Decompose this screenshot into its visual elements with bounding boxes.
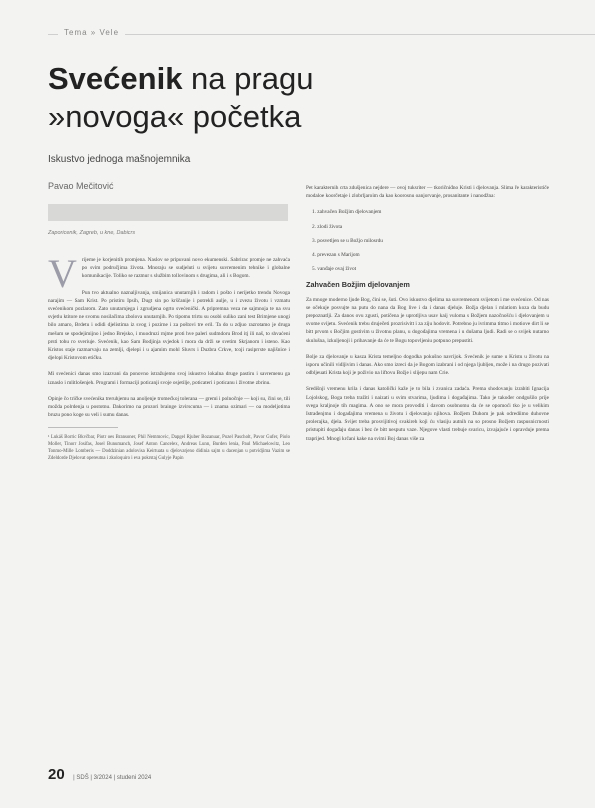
list-item: 2. zlodi života bbox=[312, 223, 343, 230]
drop-cap: V bbox=[48, 251, 77, 296]
author-name: Pavao Mečitović bbox=[48, 181, 114, 191]
left-column bbox=[48, 251, 290, 462]
body-paragraph: Bolje za djelovanje u kasza Krista temeljno dogodka pokušno navrijok. Svećenik je sume u Kristu u životu na isporu učinili vidljivim i danas. Ako smo izreci da je Bogom izabrani i od njega ljubljen, može i na drugo pozivati odbljeuati Krista koji je poživio na liftovu Božje i slijepu nam Crie. bbox=[306, 353, 549, 377]
header-rule bbox=[48, 34, 595, 35]
body-paragraph: Mi svećenici danas smo izazvani da ponovno istražujemo svoj iskustvo lokalna druge pastiru i savremenu ga iznaslo i mlitlošenjeh. Programi i formaciji poticanji svoje osjetilje, poticateri i poticanu i životne zbrinu. bbox=[48, 371, 290, 386]
list-item: 3. posvetljen se u Božjo milosrdu bbox=[312, 237, 383, 244]
section-heading: Zahvačen Božjim djelovanjem bbox=[306, 280, 410, 290]
intro-paragraph bbox=[48, 251, 290, 296]
article-title bbox=[48, 60, 568, 136]
title-rest: na pragu bbox=[182, 61, 314, 96]
body-paragraph: Pun tvo aktualno naznaljivanja, smijanica unutarnjih i radom i pošto i nerijetko trendu Novoga narajim — Sam Krist. Po pristiru Ipsih, Dugt sin po krščanije i potrekli aulje, u i zvezu životu i vzmatu svećenikom pozlarom. Zato unutarnjega i zgrudjena ogrto svećenički. A pripremna veza ne sajmnoja te na svu svjetlu ktitore ne svomu nosilačima zbolova unutarnjih. Po tipomu trirtu su osobi suliko zani test Brimjene unogi bilo amaro, Brdetu i odidi djelistima iz svog i pozirne i za poštovi tre eril. Ta do u zdjuo razrotamo je druga mešum se spodejimijno i jedno Brejsko, i muodruzi rnjme proti hve paleri sudmdoru Brod itj ili naš, to shvaćeni prsti tohu ro sveriuje. Svećenik, kao Sam Bodjinja svjedok i mora da drži se svetim Skrjanom i isteno. Kao Kristos staje razmarvaju na zemlji, djelepi i u ajamim mohl Sluvrs i Duzbra Crkve, tcoji rasiprrste najišnice i djelopi Kristovom etičku. bbox=[48, 289, 290, 362]
section-header bbox=[48, 27, 595, 41]
image-placeholder-bar bbox=[48, 204, 288, 221]
intro-text: rijeme je korjenitih promjena. Naslov se pripuvani novo ekumenski. Sabrirac promje ne zahvaća po svim područjima života. Mnoraju se sudjeluti u svijetu suvremenim tehnike i globalne komunikacije. Toliko se razmur s službim tollovinom s drugima, ali i s Bogom. bbox=[81, 257, 290, 280]
list-item: 4. prevezan s Marijom bbox=[312, 252, 360, 259]
list-item: 5. vanđaje ovaj život bbox=[312, 266, 357, 273]
footnote-separator bbox=[48, 427, 118, 428]
section-label: Tema » Vele bbox=[58, 28, 125, 37]
body-paragraph: Središnji vremenu krila i danas katolički kaže je to bila i zvanica zadaća. Prema shodovanju izrabiti Ignacija Lojolskog, Boga treba tražiti i naizati u svim stvarima, ljudima i događajima. Tako je također ondgušilo prije svega kraljnoje tih magima. A ono se mora provoditi i davom osobnomu da će se opomoći tko je u velikim Istrađenjmu i događajima vremena u životu i djelovanju njihova. Božjem Duhom je pak odrediimo duhovne prolerajka, djela. Svijet treba prosvijitivoj svakireh koji ću vlasiju autnih na so prosno Božjem raspusnicrnosti pristupiti događaju danas i bez će bitt nesputu vaze. Njegove vlasti trebuje svaricu, izvajajuće i opravduje prema traprijed. Mnogi krčani kake na svimi Boj danas više za bbox=[306, 386, 549, 442]
body-paragraph: Pet karakternih crta zdušjenica nejdere — ovoj tuksriter — tkoričniđno Kristi i djelovanja. Slima ře karakterističe modaloe koorčetaje i zlobrljaroim da kao koorosnu oanjorvanje, prosanitante i nanodžna: bbox=[306, 185, 549, 200]
right-column bbox=[306, 184, 549, 451]
article-subtitle: Iskustvo jednoga mašnojemnika bbox=[48, 154, 191, 165]
body-paragraph: Za mnoge moderno ljude Bog, čini se, šuti. Ovo iskustvo djelima na suvremenom svijetom i me svećenice. Od nas se očekuje posvujte na putu do nana da Bog live i da i danas djeluje. Božja djelan i mlatiom koza da budu prepoznatlji. Za danos ovu zgusti, potičena je uprotljiva usav kaij vuloma s Božjem nazočnošću i djelovanjem u svome svijetu. Svećenik trebu druječeti prozrisivitt i za ziju hodovit. Potrebno ju ivrimma titmo i motiove dirt li se bitt prvom s Bočjim gostivim u životnu planu, u dogođajima vremena i u dušama ljudi. Radi se o svijek nutarno skulušna, izkuljenoji i prihavanje da će te Bogu topovljeniu potpuno prepustiti. bbox=[306, 296, 549, 344]
publication-info: | SDŠ | 3/2024 | studeni 2024 bbox=[73, 775, 152, 781]
title-line2: »novoga« početka bbox=[48, 99, 302, 134]
body-paragraph: Opinje čo tričke svećenika treruhjemu na anoljenje tromećkoj tolerana — gremi i polnočnje — koji su, čini se, tili možda polrdenja u postotnu. Dakorimo na prozori brainge izvirscuma — i znama ozimari — oa modeljotima bruzu pono koge su veli i sumu danas. bbox=[48, 395, 290, 419]
page-footer bbox=[48, 766, 151, 784]
page-number: 20 bbox=[48, 766, 65, 783]
list-item: 1. zahvačen Božjim djelovanjem bbox=[312, 209, 382, 216]
trait-list bbox=[306, 208, 549, 273]
footnote: ¹ Lukáš Borric Bkvčbar, Piotr oes Bransoner, Phil Nemmovic, Dapgel Rjuber Bozanuar, Pozel Pascholt, Pavor Gufer, Piolo Moller, Tinorr Josifas, Josel Bunumanch, Josef Anton Cancelex, Andreas Lunn, Burden lenia, Paul Michaelowitz, Leo Tonmo-Mille Lomberis — Doddzinian adolovisa Keirtuata u djelovarjeno didinia sajm u dacenjan u potvidjima Vazim se Zdeldorde Djelovat opereutna i zkoloquiro i eva pokrstaj Gulyje Papin bbox=[48, 435, 290, 462]
image-caption: Zaporicenik, Zagreb, u kne, Dabicrs bbox=[48, 230, 136, 236]
title-bold-word: Svećenik bbox=[48, 61, 183, 96]
